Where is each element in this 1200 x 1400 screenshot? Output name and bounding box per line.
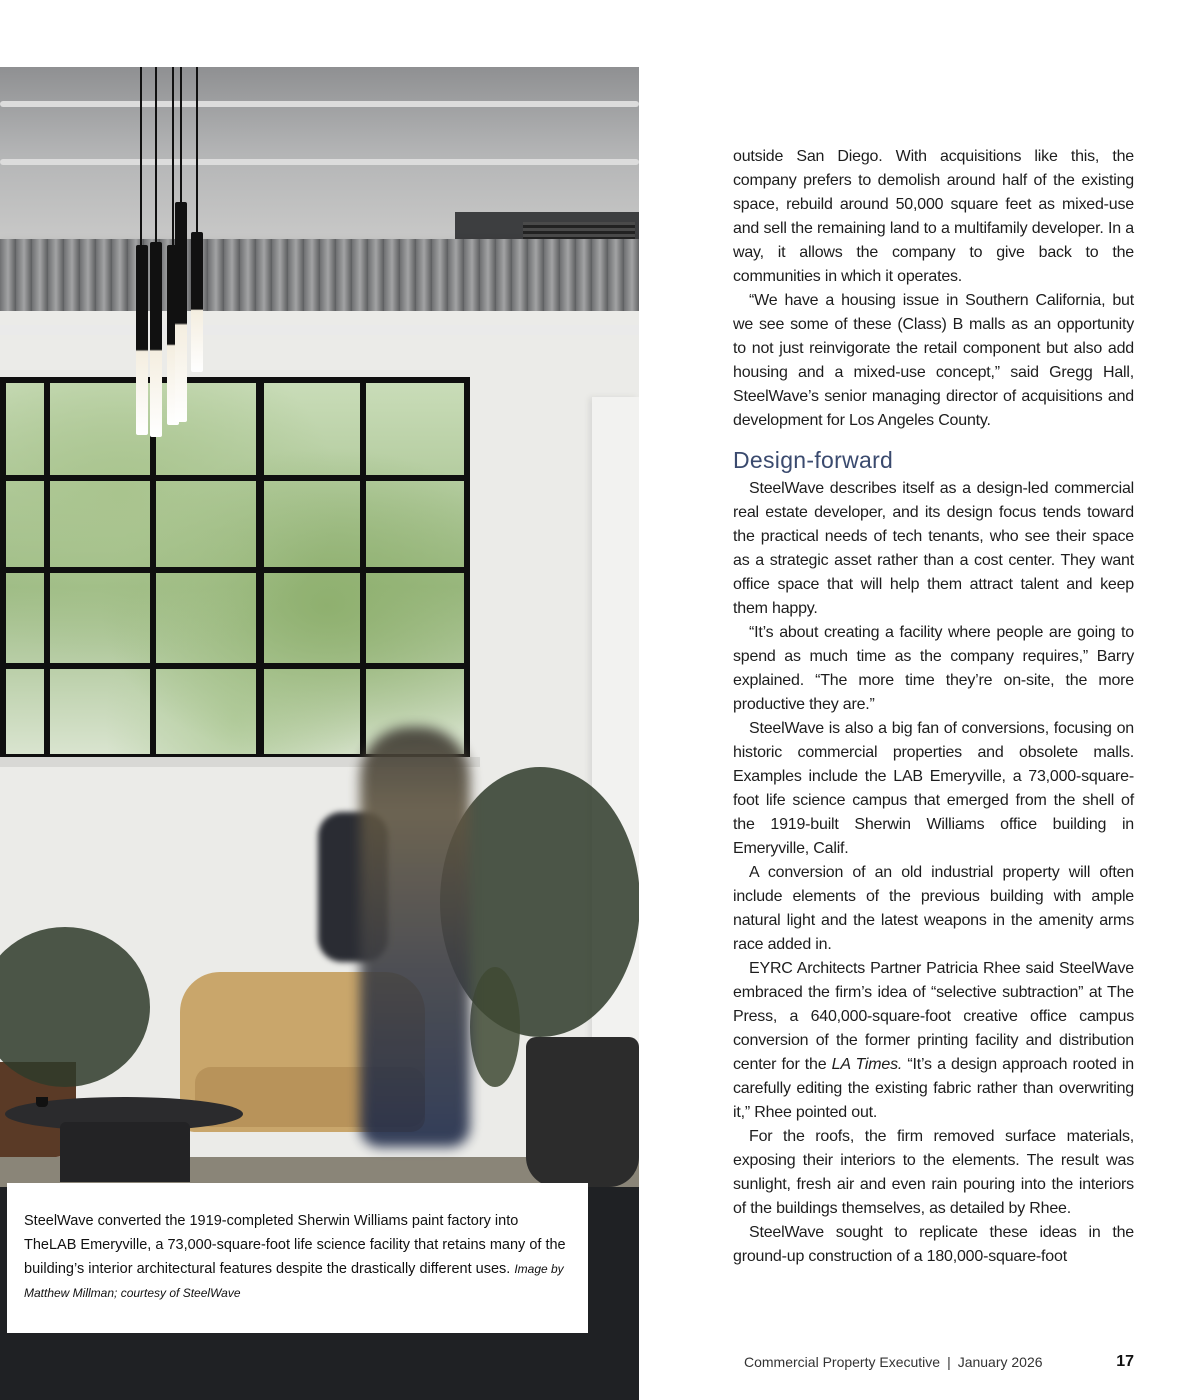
paragraph: “It’s about creating a facility where people are going to spend as much time as the company requires,” Barry explained. “The more time they’re on-site, the more productive they are.”	[733, 624, 1134, 713]
section-heading: Design-forward	[733, 447, 894, 473]
planter-right	[526, 1037, 639, 1187]
paragraph: SteelWave is also a big fan of conversions, focusing on historic commercial properties and obsolete malls. Examples include the LAB Emeryville, a 73,000-square-foot life science campus that emerged from the shell of the 1919-built Sherwin Williams office building in Emeryville, Calif.	[733, 720, 1134, 857]
photo-caption	[7, 1183, 588, 1333]
snake-plant	[470, 967, 520, 1087]
factory-window	[0, 377, 470, 760]
paragraph: A conversion of an old industrial property will often include elements of the previous building with ample natural light and the latest weapons in the amenity arms race added in.	[733, 864, 1134, 953]
pendant-lamp	[150, 242, 162, 437]
wall-pipe	[0, 325, 639, 335]
ceiling-conduit	[0, 101, 639, 107]
paragraph: SteelWave sought to replicate these ideas in the ground-up construction of a 180,000-square-foot	[733, 1224, 1134, 1265]
ceiling-conduit	[0, 159, 639, 165]
page-number: 17	[1116, 1353, 1134, 1370]
page-footer	[744, 1351, 1134, 1373]
article-body	[733, 145, 1134, 1269]
paragraph	[733, 957, 1134, 1125]
paragraph: SteelWave describes itself as a design-led commercial real estate developer, and its design focus tends toward the practical needs of tech tenants, who see their space as a strategic asset rather than a cost center. They want office space that will help them attract talent and keep them happy.	[733, 480, 1134, 617]
photo-credit: Image by Matthew Millman; courtesy of SteelWave	[24, 1262, 564, 1300]
paragraph-text: EYRC Architects Partner Patricia Rhee said SteelWave embraced the firm’s idea of “selective subtraction” at The Press, a 640,000-square-foot creative office campus conversion of the former printing facility and distribution center for the	[733, 960, 1134, 1073]
pendant-lamp	[136, 245, 148, 435]
paragraph: For the roofs, the firm removed surface materials, exposing their interiors to the elements. The result was sunlight, fresh air and even rain pouring into the interiors of the buildings themselves, as detailed by Rhee.	[733, 1128, 1134, 1217]
publication-title: LA Times.	[831, 1056, 903, 1073]
issue-date: January 2026	[957, 1354, 1043, 1370]
caption-text: SteelWave converted the 1919-completed Sherwin Williams paint factory into TheLAB Emeryville, a 73,000-square-foot life science facility that retains many of the building’s interior architectural features despite the drastically different uses.	[24, 1213, 566, 1277]
paragraph: outside San Diego. With acquisitions like this, the company prefers to demolish around half of the existing space, rebuild around 50,000 square feet as mixed-use and sell the remaining land to a multifamily developer. In a way, it allows the company to give back to the communities in which it operates.	[733, 148, 1134, 285]
coffee-cup	[36, 1097, 48, 1107]
footer-separator: |	[947, 1354, 951, 1370]
coffee-table-base	[60, 1122, 190, 1182]
paragraph: “We have a housing issue in Southern California, but we see some of these (Class) B malls as an opportunity to not just reinvigorate the retail component but also add housing and a mixed-use concept,” said Gregg Hall, SteelWave’s senior managing director of acquisitions and development for Los Angeles County.	[733, 292, 1134, 429]
air-duct	[0, 239, 639, 311]
publication-name: Commercial Property Executive	[744, 1354, 941, 1370]
pendant-lamp	[175, 202, 187, 422]
pendant-lamp	[191, 232, 203, 372]
paragraph-text: “It’s a design approach rooted in carefully editing the existing fabric rather than overwriting it,” Rhee pointed out.	[733, 1056, 1134, 1121]
walking-person	[360, 727, 470, 1147]
